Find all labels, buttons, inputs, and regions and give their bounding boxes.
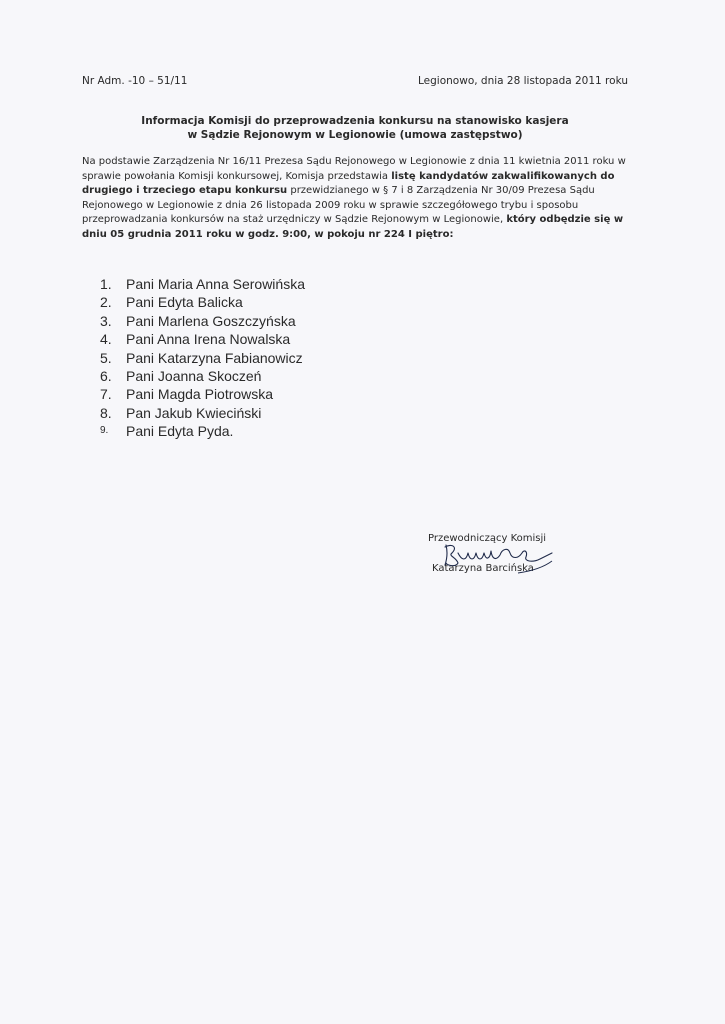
signature-role: Przewodniczący Komisji [428,533,547,544]
list-item-name: Pani Anna Irena Nowalska [126,331,291,348]
list-item-name: Pani Marlena Goszczyńska [126,312,296,329]
list-item-number: 9. [100,425,109,437]
body-text-1: Na podstawie Zarządzenia Nr 16/11 Prezesa Sądu Rejonowego w Legionowie z dnia 11 kwietnia 2011 roku w sprawie powołania Komisji konkursowej, Komisja przedstawia [82,156,626,182]
list-item-name: Pani Katarzyna Fabianowicz [126,349,303,366]
list-item-number: 6. [100,368,112,385]
list-item [100,312,305,330]
list-item-name: Pani Edyta Pyda. [126,423,234,440]
body-paragraph [82,155,642,242]
list-item-number: 1. [100,276,112,292]
list-item [100,367,305,385]
list-item [100,404,305,422]
list-item [100,330,305,348]
list-item [100,275,305,293]
signature-block [428,533,568,583]
list-item-number: 2. [100,294,112,311]
list-item-name: Pani Edyta Balicka [126,294,243,311]
list-item-number: 7. [100,386,112,403]
place-date: Legionowo, dnia 28 listopada 2011 roku [418,75,628,87]
document-title [82,114,628,142]
reference-number: Nr Adm. -10 – 51/11 [82,75,188,87]
list-item-number: 5. [100,349,112,366]
list-item-name: Pan Jakub Kwieciński [126,404,262,421]
handwritten-signature [428,533,568,583]
list-item-name: Pani Joanna Skoczeń [126,368,262,385]
list-item [100,349,305,367]
signature-name: Katarzyna Barcińska [432,563,534,574]
list-item [100,293,305,311]
body-bold-1: listę kandydatów zakwalifikowanych do drugiego i trzeciego etapu konkursu [82,170,615,196]
title-line-2: w Sądzie Rejonowym w Legionowie (umowa zastępstwo) [187,129,523,141]
list-item [100,422,305,440]
list-item-number: 8. [100,404,112,421]
list-item-name: Pani Maria Anna Serowińska [126,276,305,292]
list-item-number: 4. [100,331,112,348]
title-line-1: Informacja Komisji do przeprowadzenia konkursu na stanowisko kasjera [141,115,569,127]
list-item-number: 3. [100,312,112,329]
list-item-name: Pani Magda Piotrowska [126,386,274,403]
body-text-2: przewidzianego w § 7 i 8 Zarządzenia Nr 30/09 Prezesa Sądu Rejonowego w Legionowie z dnia 26 listopada 2009 roku w sprawie szczegółowego trybu i sposobu przeprowadzania konkursów na staż urzędniczy w Sądzie Rejonowym w Legionowie, [82,185,595,225]
list-item [100,385,305,403]
candidate-list [100,275,305,441]
body-bold-2: który odbędzie się w dniu 05 grudnia 2011 roku w godz. 9:00, w pokoju nr 224 I piętro: [82,214,624,240]
